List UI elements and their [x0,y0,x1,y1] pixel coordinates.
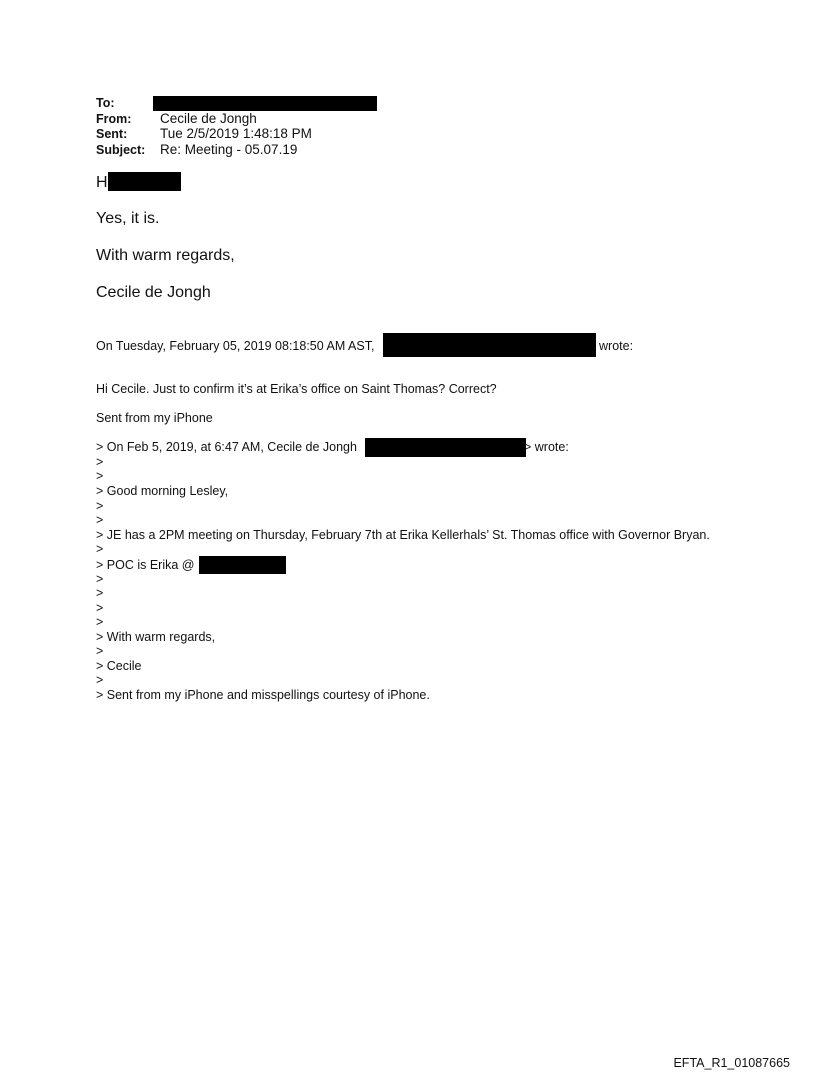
sent-value: Tue 2/5/2019 1:48:18 PM [160,126,312,141]
quoted-sender-redaction [383,333,596,357]
sent-label: Sent: [96,127,128,141]
quote-marker: > [96,644,104,658]
nested-regards: > With warm regards, [96,630,216,644]
reply-greeting: H [96,174,108,191]
nested-on-suffix: > wrote: [524,440,569,454]
quoted-intro-suffix: wrote: [599,339,634,353]
nested-poc: > POC is Erika @ [96,558,195,572]
subject-label: Subject: [96,143,146,157]
reply-signature: Cecile de Jongh [96,284,211,301]
quote-marker: > [96,572,104,586]
nested-name: > Cecile [96,659,142,673]
quote-marker: > [96,542,104,556]
quote-marker: > [96,601,104,615]
nested-email-redaction [365,438,526,457]
to-label: To: [96,96,115,110]
quoted-intro: On Tuesday, February 05, 2019 08:18:50 AM AST, [96,339,375,353]
from-value: Cecile de Jongh [160,111,257,126]
quote-marker: > [96,586,104,600]
quote-marker: > [96,499,104,513]
poc-contact-redaction [199,556,286,574]
quoted-sent-from: Sent from my iPhone [96,411,213,425]
subject-value: Re: Meeting - 05.07.19 [160,142,298,157]
to-redaction [153,96,377,111]
reply-signoff: With warm regards, [96,247,235,264]
quote-marker: > [96,455,104,469]
greeting-name-redaction [108,172,181,191]
quote-marker: > [96,615,104,629]
document-id: EFTA_R1_01087665 [673,1056,790,1070]
quote-marker: > [96,513,104,527]
reply-line: Yes, it is. [96,210,160,227]
quote-marker: > [96,469,104,483]
nested-meeting: > JE has a 2PM meeting on Thursday, February 7th at Erika Kellerhals’ St. Thomas office with Governor Bryan. [96,528,710,542]
quote-marker: > [96,673,104,687]
quoted-message: Hi Cecile. Just to confirm it’s at Erika’s office on Saint Thomas? Correct? [96,382,497,396]
nested-on-line: > On Feb 5, 2019, at 6:47 AM, Cecile de Jongh [96,440,357,454]
nested-sent-from: > Sent from my iPhone and misspellings courtesy of iPhone. [96,688,430,702]
nested-greeting: > Good morning Lesley, [96,484,229,498]
from-label: From: [96,112,132,126]
